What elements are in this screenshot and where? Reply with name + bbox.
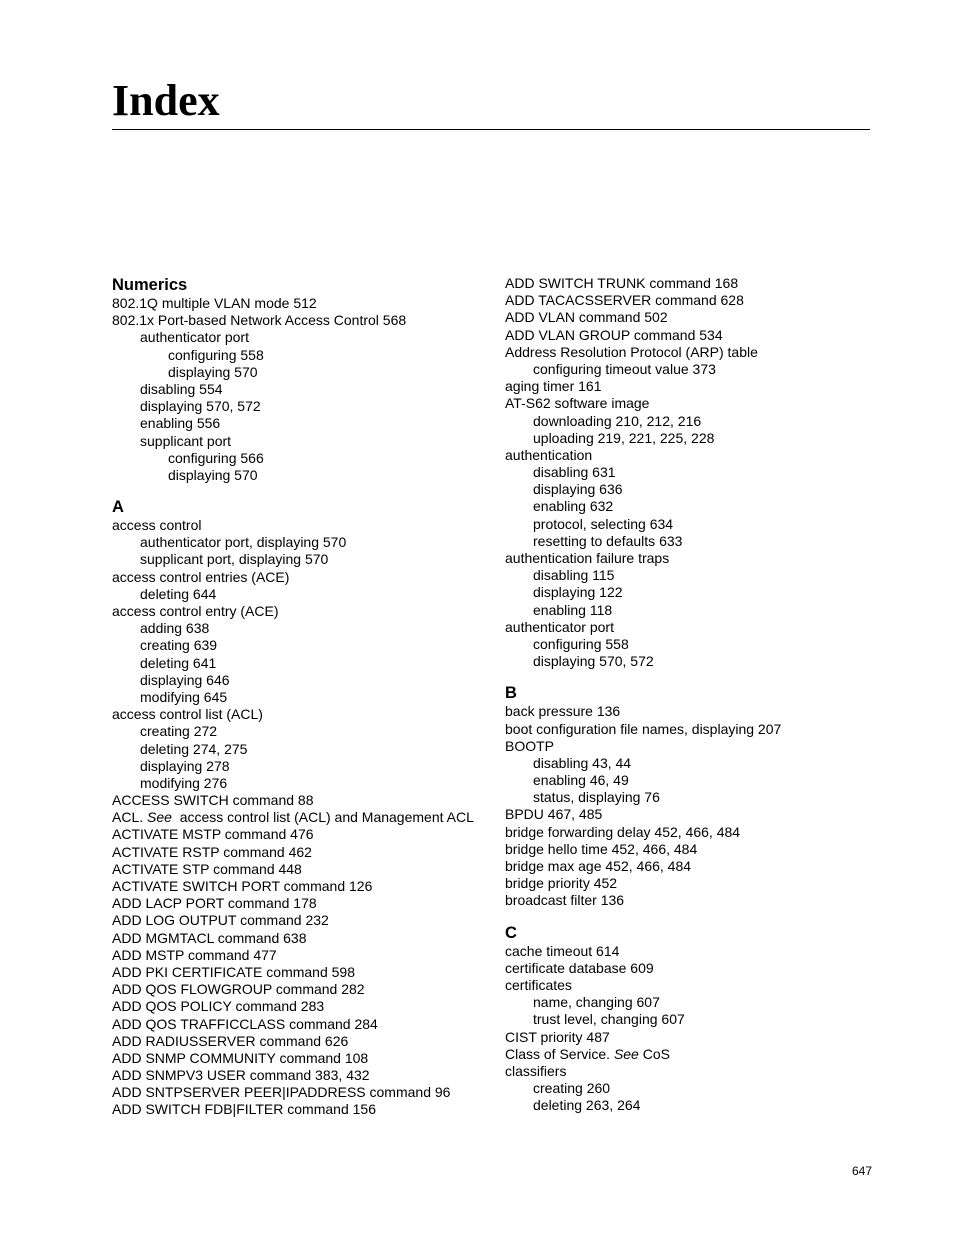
index-subentry: status, displaying 76 (533, 789, 660, 806)
index-subentry: authenticator port, displaying 570 (140, 534, 347, 551)
index-subentry: enabling 632 (533, 498, 614, 515)
index-subentry: downloading 210, 212, 216 (533, 412, 702, 429)
index-entry: ADD VLAN GROUP command 534 (505, 326, 723, 343)
index-entry: ADD RADIUSSERVER command 626 (112, 1032, 349, 1049)
index-subentry: displaying 122 (533, 584, 623, 601)
index-subentry: adding 638 (140, 620, 210, 637)
index-subentry: displaying 570 (168, 363, 258, 380)
entry-term: Class of Service. (505, 1045, 614, 1062)
page-title: Index (112, 76, 220, 125)
index-entry (505, 1046, 885, 1063)
index-subentry: deleting 641 (140, 654, 217, 671)
index-entry: ADD SNTPSERVER PEER|IPADDRESS command 96 (112, 1084, 451, 1101)
section-heading: Numerics (112, 276, 188, 294)
index-subentry: deleting 274, 275 (140, 740, 248, 757)
index-entry: ADD SWITCH FDB|FILTER command 156 (112, 1101, 376, 1118)
index-subentry: enabling 556 (140, 415, 221, 432)
index-entry: ACCESS SWITCH command 88 (112, 792, 314, 809)
index-subentry: modifying 276 (140, 774, 228, 791)
index-entry: access control (112, 517, 202, 534)
index-subentry: uploading 219, 221, 225, 228 (533, 429, 715, 446)
index-section (505, 275, 885, 670)
index-entry: ADD LOG OUTPUT command 232 (112, 912, 329, 929)
index-subentry: displaying 570 (168, 466, 258, 483)
index-entry: authentication failure traps (505, 550, 670, 566)
index-entry: broadcast filter 136 (505, 892, 625, 909)
index-subentry: disabling 631 (533, 464, 616, 481)
index-entry: ADD LACP PORT command 178 (112, 895, 317, 912)
index-entry: ADD SWITCH TRUNK command 168 (505, 275, 739, 291)
index-subentry: modifying 645 (140, 688, 228, 705)
index-subentry: enabling 118 (533, 601, 613, 618)
index-entry: ACTIVATE MSTP command 476 (112, 826, 314, 843)
entry-target: CoS (638, 1045, 670, 1062)
index-entry: AT-S62 software image (505, 395, 650, 412)
index-entry: Address Resolution Protocol (ARP) table (505, 343, 758, 360)
index-subentry: creating 639 (140, 637, 218, 654)
index-entry: aging timer 161 (505, 378, 602, 395)
index-subentry: disabling 115 (533, 567, 615, 584)
index-entry: ADD QOS TRAFFICCLASS command 284 (112, 1015, 378, 1032)
index-entry: certificate database 609 (505, 959, 654, 976)
index-subentry: supplicant port, displaying 570 (140, 551, 329, 568)
index-entry: bridge priority 452 (505, 875, 618, 892)
entry-term: ACL. (112, 809, 148, 826)
section-heading: A (112, 498, 124, 517)
index-subentry: configuring 558 (168, 346, 264, 363)
index-entry: access control entry (ACE) (112, 603, 279, 619)
index-entry: 802.1x Port-based Network Access Control 568 (112, 312, 407, 329)
index-subentry: disabling 554 (140, 380, 223, 397)
index-subentry: name, changing 607 (533, 994, 660, 1011)
index-subentry: deleting 263, 264 (533, 1097, 641, 1114)
index-subentry: enabling 46, 49 (533, 772, 629, 789)
index-entry: ADD MSTP command 477 (112, 946, 277, 963)
index-subentry: authenticator port (140, 329, 249, 346)
index-column-left (112, 275, 492, 1119)
index-section (112, 497, 492, 1119)
index-entry: ADD TACACSSERVER command 628 (505, 292, 744, 309)
index-subentry: deleting 644 (140, 585, 217, 602)
index-subentry: configuring 558 (533, 635, 629, 652)
section-heading: B (505, 684, 517, 703)
index-subentry: displaying 636 (533, 481, 623, 498)
index-section (505, 923, 885, 1115)
index-subentry: configuring timeout value 373 (533, 360, 716, 377)
index-subentry: creating 272 (140, 723, 218, 740)
see-reference: See (147, 809, 172, 826)
page-number: 647 (852, 1164, 873, 1178)
index-subentry: displaying 570, 572 (140, 398, 261, 415)
index-entry: ACTIVATE SWITCH PORT command 126 (112, 878, 373, 894)
index-column-right (505, 275, 885, 1114)
index-entry: access control entries (ACE) (112, 568, 290, 585)
index-entry: BOOTP (505, 737, 555, 754)
index-entry: authentication (505, 446, 593, 463)
section-heading: C (505, 923, 517, 942)
index-subentry: disabling 43, 44 (533, 754, 632, 771)
index-subentry: trust level, changing 607 (533, 1011, 685, 1028)
title-rule (112, 129, 870, 130)
index-entry: ADD QOS POLICY command 283 (112, 998, 325, 1015)
index-subentry: supplicant port (140, 432, 232, 449)
index-entry: CIST priority 487 (505, 1028, 610, 1045)
index-entry: BPDU 467, 485 (505, 806, 603, 823)
index-entry: authenticator port (505, 618, 614, 635)
index-entry: ACTIVATE STP command 448 (112, 860, 302, 877)
index-entry: ADD VLAN command 502 (505, 309, 668, 326)
index-entry: ADD SNMPV3 USER command 383, 432 (112, 1067, 370, 1084)
index-entry: cache timeout 614 (505, 942, 620, 959)
index-entry: ADD QOS FLOWGROUP command 282 (112, 981, 365, 998)
entry-target: access control list (ACL) and Management ACL (171, 809, 474, 826)
index-entry: bridge max age 452, 466, 484 (505, 858, 692, 874)
index-subentry: displaying 570, 572 (533, 653, 654, 670)
index-entry: boot configuration file names, displaying 207 (505, 720, 782, 737)
index-subentry: displaying 646 (140, 671, 230, 688)
index-subentry: configuring 566 (168, 449, 264, 466)
index-subentry: protocol, selecting 634 (533, 515, 674, 532)
see-reference: See (613, 1045, 639, 1062)
index-entry: ACTIVATE RSTP command 462 (112, 843, 312, 860)
index-section (112, 275, 492, 484)
index-entry: ADD SNMP COMMUNITY command 108 (112, 1049, 369, 1066)
index-subentry: creating 260 (533, 1080, 611, 1097)
index-entry: 802.1Q multiple VLAN mode 512 (112, 295, 317, 311)
index-section (505, 683, 885, 909)
index-entry: ADD PKI CERTIFICATE command 598 (112, 963, 355, 980)
index-entry: certificates (505, 976, 572, 993)
index-entry: ADD MGMTACL command 638 (112, 929, 307, 946)
index-entry (112, 809, 492, 826)
index-entry: bridge forwarding delay 452, 466, 484 (505, 823, 741, 840)
index-entry: access control list (ACL) (112, 706, 263, 723)
index-entry: bridge hello time 452, 466, 484 (505, 840, 698, 857)
index-subentry: displaying 278 (140, 757, 230, 774)
index-subentry: resetting to defaults 633 (533, 532, 683, 549)
index-entry: classifiers (505, 1062, 567, 1079)
index-entry: back pressure 136 (505, 703, 621, 720)
